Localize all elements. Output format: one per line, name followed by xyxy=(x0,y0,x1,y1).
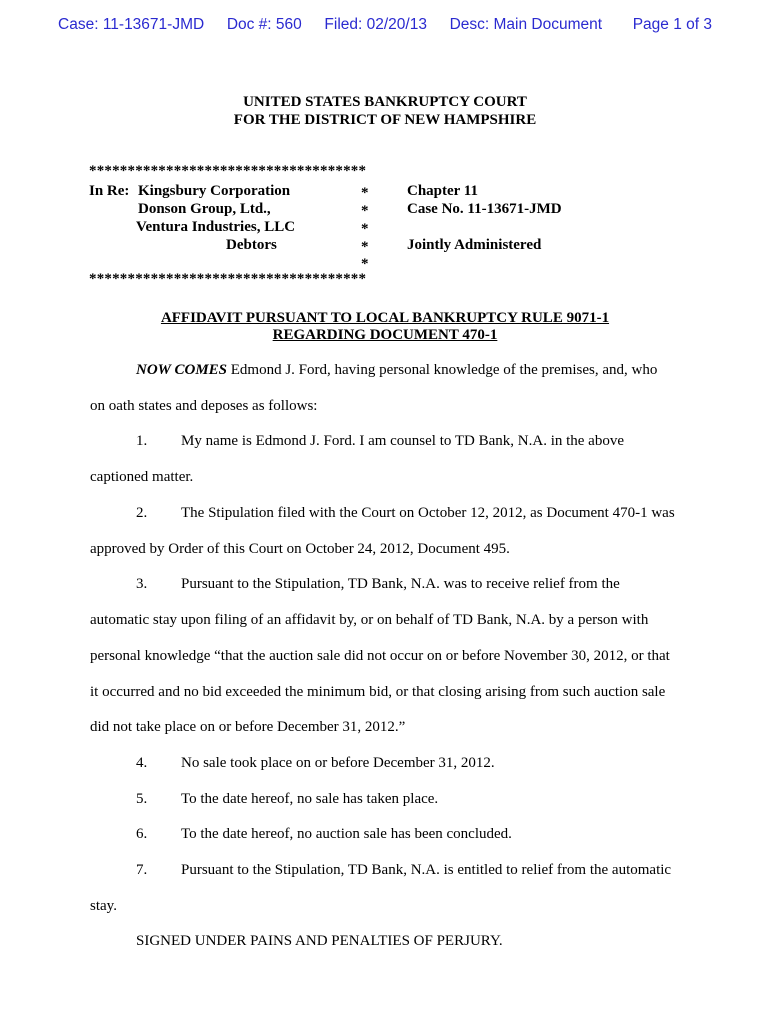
ecf-header-stamp xyxy=(0,16,770,34)
intro-line2: on oath states and deposes as follows: xyxy=(90,398,318,414)
paragraph-text: stay. xyxy=(90,898,117,914)
caption-asterisk: * xyxy=(361,185,369,201)
document-title-line1: AFFIDAVIT PURSUANT TO LOCAL BANKRUPTCY RULE 9071-1 xyxy=(160,310,610,326)
court-name-line1: UNITED STATES BANKRUPTCY COURT xyxy=(243,94,527,110)
chapter-label: Chapter 11 xyxy=(407,183,478,199)
paragraph-text: it occurred and no bid exceeded the minimum bid, or that closing arising from such auction sale xyxy=(90,684,666,700)
caption-stars-top: ************************************ xyxy=(89,163,367,179)
paragraph-text: Pursuant to the Stipulation, TD Bank, N.A. is entitled to relief from the automatic xyxy=(181,862,672,878)
paragraph-number: 1. xyxy=(136,433,148,449)
caption-asterisk: * xyxy=(361,221,369,237)
intro-line1: NOW COMES Edmond J. Ford, having personal knowledge of the premises, and, who xyxy=(136,362,658,378)
court-name-line2: FOR THE DISTRICT OF NEW HAMPSHIRE xyxy=(233,112,537,128)
paragraph-number: 4. xyxy=(136,755,148,771)
paragraph-number: 3. xyxy=(136,576,148,592)
debtors-label: Debtors xyxy=(226,237,277,253)
paragraph-text: No sale took place on or before December 31, 2012. xyxy=(181,755,495,771)
stamp-desc: Desc: Main Document xyxy=(449,16,603,33)
jointly-administered: Jointly Administered xyxy=(407,237,542,253)
paragraph-text: My name is Edmond J. Ford. I am counsel to TD Bank, N.A. in the above xyxy=(181,433,624,449)
stamp-page: Page 1 of 3 xyxy=(632,16,712,33)
paragraph-number: 7. xyxy=(136,862,148,878)
paragraph-text: To the date hereof, no sale has taken place. xyxy=(181,791,439,807)
now-comes: NOW COMES xyxy=(136,362,228,378)
paragraph-text: captioned matter. xyxy=(90,469,194,485)
document-title-line2: REGARDING DOCUMENT 470-1 xyxy=(272,327,498,343)
in-re-label: In Re: xyxy=(89,183,130,199)
paragraph-text: Pursuant to the Stipulation, TD Bank, N.A. was to receive relief from the xyxy=(181,576,620,592)
debtor-name: Kingsbury Corporation xyxy=(138,183,291,199)
caption-asterisk: * xyxy=(361,203,369,219)
paragraph-text: automatic stay upon filing of an affidavit by, or on behalf of TD Bank, N.A. by a person with xyxy=(90,612,649,628)
signed-statement: SIGNED UNDER PAINS AND PENALTIES OF PERJURY. xyxy=(136,933,503,949)
paragraph-text: To the date hereof, no auction sale has been concluded. xyxy=(181,826,512,842)
paragraph-number: 6. xyxy=(136,826,148,842)
paragraph-text: The Stipulation filed with the Court on October 12, 2012, as Document 470-1 was xyxy=(181,505,675,521)
caption-stars-bottom: ************************************ xyxy=(89,271,367,287)
paragraph-number: 2. xyxy=(136,505,148,521)
stamp-case: Case: 11-13671-JMD xyxy=(58,16,205,33)
caption-asterisk: * xyxy=(361,256,369,272)
paragraph-text: did not take place on or before December 31, 2012.” xyxy=(90,719,406,735)
debtor-name: Ventura Industries, LLC xyxy=(136,219,296,235)
case-number: Case No. 11-13671-JMD xyxy=(407,201,562,217)
caption-asterisk: * xyxy=(361,239,369,255)
stamp-doc: Doc #: 560 xyxy=(226,16,302,33)
stamp-filed: Filed: 02/20/13 xyxy=(324,16,427,33)
paragraph-number: 5. xyxy=(136,791,148,807)
paragraph-text: approved by Order of this Court on October 24, 2012, Document 495. xyxy=(90,541,510,557)
debtor-name: Donson Group, Ltd., xyxy=(138,201,271,217)
paragraph-text: personal knowledge “that the auction sale did not occur on or before November 30, 2012, or that xyxy=(90,648,670,664)
